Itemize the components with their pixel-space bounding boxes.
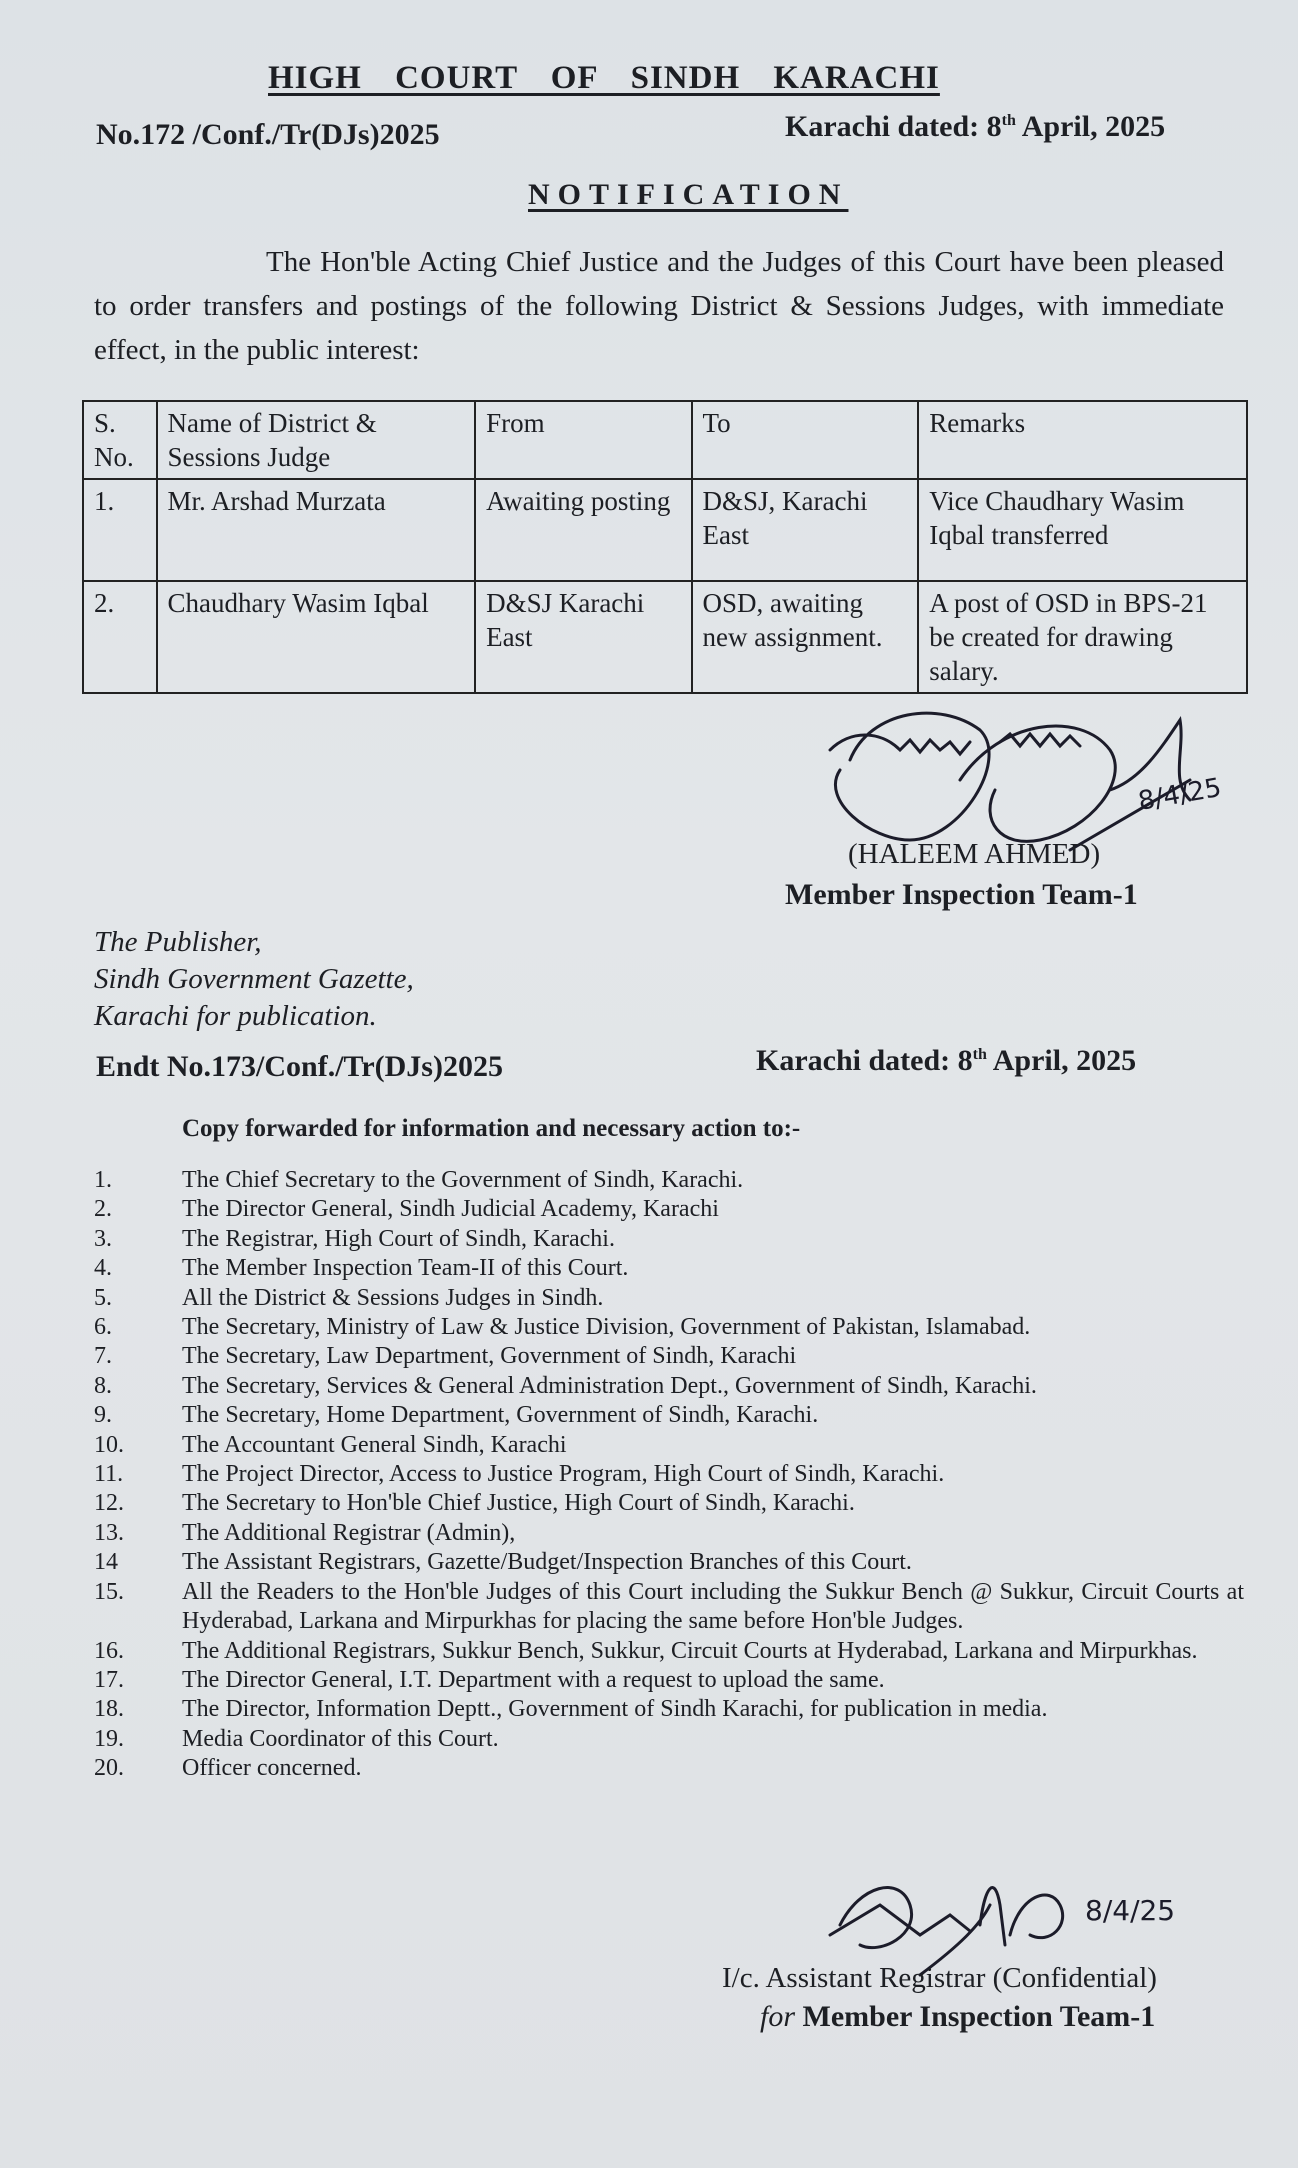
svg-text:8/4/25: 8/4/25 — [1085, 1894, 1176, 1927]
svg-text:8/4/25: 8/4/25 — [1136, 772, 1224, 817]
list-item — [94, 1166, 1244, 1195]
list-item-text: The Director, Information Deptt., Government of Sindh Karachi, for publication in media. — [182, 1696, 1048, 1723]
list-item — [94, 1254, 1244, 1283]
list-item — [94, 1431, 1244, 1460]
list-item-text: The Secretary, Services & General Administration Dept., Government of Sindh, Karachi. — [182, 1372, 1037, 1399]
list-item — [94, 1313, 1244, 1342]
list-item-text: The Secretary, Law Department, Government of Sindh, Karachi — [182, 1343, 797, 1370]
header-sno: S. No. — [83, 401, 157, 479]
list-item-number: 1. — [94, 1167, 112, 1193]
list-item-text: The Secretary to Hon'ble Chief Justice, High Court of Sindh, Karachi. — [182, 1490, 855, 1517]
list-item-number: 20. — [94, 1755, 124, 1782]
copy-forwarded-intro: Copy forwarded for information and necessary action to:- — [182, 1115, 801, 1142]
signatory-name: (HALEEM AHMED) — [848, 838, 1101, 870]
list-item-text: The Additional Registrars, Sukkur Bench, Sukkur, Circuit Courts at Hyderabad, Larkana and Mirpurkhas. — [182, 1637, 1198, 1664]
cell-remarks: Vice Chaudhary Wasim Iqbal transferred — [918, 479, 1247, 581]
list-item — [94, 1695, 1244, 1724]
list-item-number: 7. — [94, 1343, 112, 1370]
list-item-text: The Project Director, Access to Justice Program, High Court of Sindh, Karachi. — [182, 1461, 945, 1488]
list-item — [94, 1578, 1244, 1637]
list-item — [94, 1666, 1244, 1695]
transfer-table — [82, 400, 1248, 694]
list-item-text: The Chief Secretary to the Government of Sindh, Karachi. — [182, 1167, 744, 1193]
list-item-number: 3. — [94, 1225, 112, 1252]
list-item — [94, 1460, 1244, 1489]
header-name: Name of District & Sessions Judge — [157, 401, 476, 479]
table-row — [83, 581, 1247, 693]
list-item-text: All the Readers to the Hon'ble Judges of this Court including the Sukkur Bench @ Sukkur, Circuit Courts at Hyderabad, Larkana and Mirpurkhas for placing the same before Hon'ble Judges. — [182, 1578, 1244, 1635]
list-item — [94, 1342, 1244, 1371]
list-item-number: 4. — [94, 1255, 112, 1282]
notification-date: Karachi dated: 8th April, 2025 — [785, 110, 1166, 143]
list-item-text: The Accountant General Sindh, Karachi — [182, 1431, 567, 1458]
list-item-number: 11. — [94, 1461, 124, 1488]
list-item-text: The Secretary, Home Department, Government of Sindh, Karachi. — [182, 1402, 819, 1429]
cell-sno: 1. — [83, 479, 157, 581]
list-item — [94, 1372, 1244, 1401]
publisher-address: The Publisher, Sindh Government Gazette, Karachi for publication. — [94, 926, 414, 1032]
notification-heading: NOTIFICATION — [528, 178, 849, 211]
list-item-text: Officer concerned. — [182, 1755, 362, 1782]
list-item-number: 17. — [94, 1666, 124, 1693]
cell-name: Chaudhary Wasim Iqbal — [157, 581, 476, 693]
table-row — [83, 479, 1247, 581]
cell-sno: 2. — [83, 581, 157, 693]
cell-from: D&SJ Karachi East — [475, 581, 691, 693]
header-remarks: Remarks — [918, 401, 1247, 479]
list-item-number: 10. — [94, 1431, 124, 1458]
list-item — [94, 1401, 1244, 1430]
list-item-text: The Member Inspection Team-II of this Court. — [182, 1255, 629, 1282]
list-item-text: The Registrar, High Court of Sindh, Karachi. — [182, 1225, 615, 1252]
list-item-text: All the District & Sessions Judges in Sindh. — [182, 1284, 604, 1311]
cell-to: OSD, awaiting new assignment. — [692, 581, 919, 693]
list-item-number: 16. — [94, 1637, 124, 1664]
list-item-text: The Assistant Registrars, Gazette/Budget/Inspection Branches of this Court. — [182, 1549, 912, 1576]
list-item — [94, 1195, 1244, 1224]
distribution-list — [94, 1166, 1244, 1784]
cell-to: D&SJ, Karachi East — [692, 479, 919, 581]
endorsement-number: Endt No.173/Conf./Tr(DJs)2025 — [96, 1050, 503, 1083]
list-item-number: 19. — [94, 1725, 124, 1752]
list-item-number: 6. — [94, 1314, 112, 1341]
list-item-text: The Additional Registrar (Admin), — [182, 1519, 516, 1546]
list-item-number: 13. — [94, 1519, 124, 1546]
list-item-number: 18. — [94, 1696, 124, 1723]
list-item — [94, 1489, 1244, 1518]
registrar-for-line: for Member Inspection Team-1 — [760, 2000, 1156, 2033]
list-item-number: 2. — [94, 1196, 112, 1223]
list-item — [94, 1548, 1244, 1577]
list-item — [94, 1754, 1244, 1783]
list-item-text: The Director General, Sindh Judicial Academy, Karachi — [182, 1196, 719, 1223]
list-item-number: 15. — [94, 1578, 124, 1605]
cell-remarks: A post of OSD in BPS-21 be created for drawing salary. — [918, 581, 1247, 693]
notification-body: The Hon'ble Acting Chief Justice and the Judges of this Court have been pleased to order transfers and postings of the following District & Sessions Judges, with immediate effect, in the public interest: — [94, 246, 1224, 366]
list-item-number: 12. — [94, 1490, 124, 1517]
reference-number: No.172 /Conf./Tr(DJs)2025 — [96, 118, 440, 151]
list-item-text: The Director General, I.T. Department with a request to upload the same. — [182, 1666, 885, 1693]
header-to: To — [692, 401, 919, 479]
cell-from: Awaiting posting — [475, 479, 691, 581]
list-item-number: 8. — [94, 1372, 112, 1399]
list-item-text: The Secretary, Ministry of Law & Justice Division, Government of Pakistan, Islamabad. — [182, 1314, 1031, 1341]
list-item-number: 9. — [94, 1402, 112, 1429]
list-item — [94, 1637, 1244, 1666]
list-item — [94, 1519, 1244, 1548]
list-item — [94, 1284, 1244, 1313]
registrar-title: I/c. Assistant Registrar (Confidential) — [722, 1962, 1157, 1994]
list-item-text: Media Coordinator of this Court. — [182, 1725, 499, 1752]
list-item-number: 5. — [94, 1284, 112, 1311]
court-title: HIGH COURT OF SINDH KARACHI — [268, 60, 940, 96]
list-item — [94, 1225, 1244, 1254]
table-header-row — [83, 401, 1247, 479]
header-from: From — [475, 401, 691, 479]
list-item-number: 14 — [94, 1549, 118, 1576]
signatory-designation: Member Inspection Team-1 — [785, 878, 1138, 911]
cell-name: Mr. Arshad Murzata — [157, 479, 476, 581]
list-item — [94, 1725, 1244, 1754]
endorsement-date: Karachi dated: 8th April, 2025 — [756, 1044, 1137, 1077]
